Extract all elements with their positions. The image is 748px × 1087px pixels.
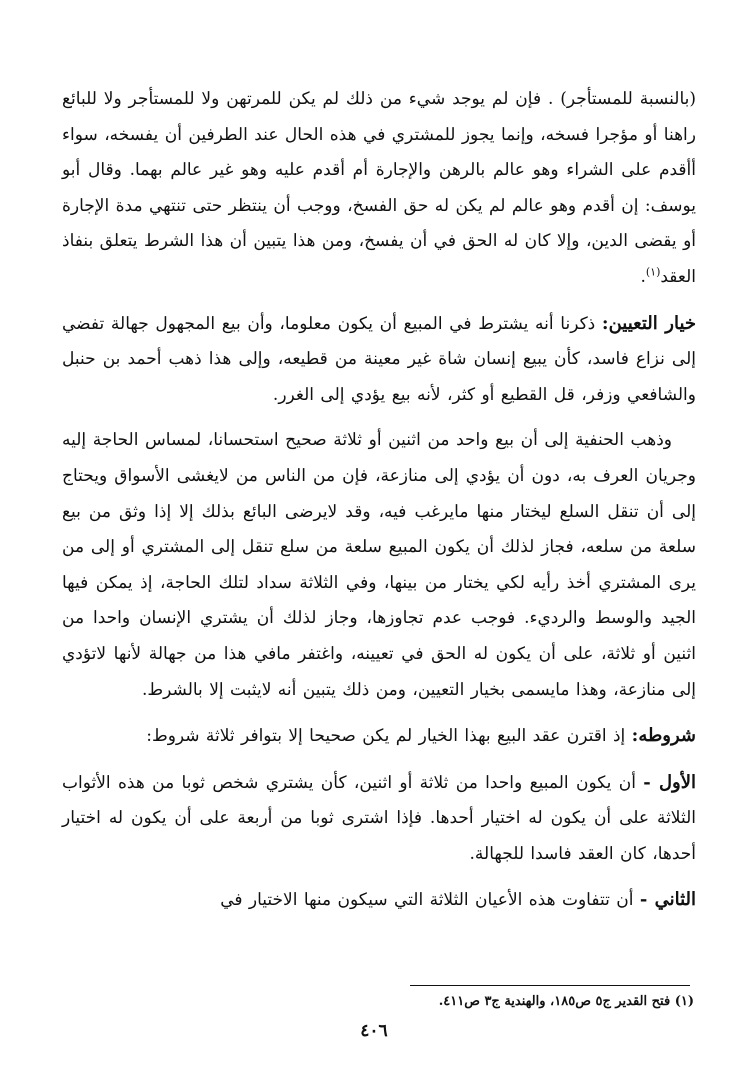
section-heading-conditions: شروطه:: [631, 725, 696, 747]
paragraph-text: أن تتفاوت هذه الأعيان الثلاثة التي سيكون منها الاختيار في: [220, 890, 640, 911]
paragraph-text: (بالنسبة للمستأجر) . فإن لم يوجد شيء من ذلك لم يكن للمرتهن ولا للمستأجر ولا للبائع راهنا أو مؤجرا فسخه، وإنما يجوز للمشتري في هذه الحال عند الطرفين أن يفسخه، سواء أأقدم على الشراء وهو عالم بالرهن والإجارة أم أقدم عليه وهو غير عالم بهما. وقال أبو يوسف: إن أقدم وهو عالم لم يكن له حق الفسخ، ووجب أن ينتظر حتى تنتهي مدة الإجارة أو يقضى الدين، وإلا كان له الحق في أن يفسخ، ومن هذا يتبين أن هذا الشرط يتعلق بنفاذ العقد: [62, 89, 696, 287]
footnote-reference: (١): [645, 265, 661, 279]
paragraph-khiyar-taayin: [62, 306, 696, 414]
paragraph-conditions: [62, 718, 696, 755]
paragraph-second-condition: [62, 882, 696, 919]
paragraph-text: وذهب الحنفية إلى أن بيع واحد من اثنين أو ثلاثة صحيح استحسانا، لمساس الحاجة إليه وجريان العرف به، دون أن يؤدي إلى منازعة، فإن من الناس من لايغشى الأسواق ويحتاج إلى أن تنقل السلع ليختار منها مايرغب فيه، وقد لايرضى البائع بذلك إلا إذا وثق من بيع سلعة من سلعه، فجاز لذلك أن يكون المبيع سلعة من سلع تنقل إلى المشتري أو إلى من يرى المشتري أخذ رأيه لكي يختار من بينها، وفي الثلاثة سداد لتلك الحاجة، إذ يمكن فيها الجيد والوسط والرديء. فوجب عدم تجاوزها، وجاز لذلك أن يشتري الإنسان واحدا من اثنين أو ثلاثة، على أن يكون له الحق في تعيينه، واغتفر مافي هذا من جهالة لأنها لاتؤدي إلى منازعة، وهذا مايسمى بخيار التعيين، ومن ذلك يتبين أنه لايثبت إلا بالشرط.: [62, 430, 696, 700]
section-heading-second: الثاني -: [639, 889, 696, 911]
footnote-divider: [410, 985, 690, 986]
paragraph-hanafi-view: [62, 423, 696, 708]
paragraph-first-condition: [62, 765, 696, 873]
section-heading-khiyar-taayin: خيار التعيين:: [601, 312, 697, 334]
paragraph-text: ذكرنا أنه يشترط في المبيع أن يكون معلوما، وأن بيع المجهول جهالة تفضي إلى نزاع فاسد، كأن يبيع إنسان شاة غير معينة من قطيعه، وإلى هذا ذهب أحمد بن حنبل والشافعي وزفر، قل القطيع أو كثر، لأنه بيع يؤدي إلى الغرر.: [62, 313, 696, 405]
paragraph-text: إذ اقترن عقد البيع بهذا الخيار لم يكن صحيحا إلا بتوافر ثلاثة شروط:: [146, 726, 632, 747]
paragraph-text: أن يكون المبيع واحدا من ثلاثة أو اثنين، كأن يشتري شخص ثوبا من هذه الأثواب الثلاثة على أن يكون له اختيار أحدها. فإذا اشترى ثوبا من أربعة على أن يكون له اختيار أحدها، كان العقد فاسدا للجهالة.: [62, 772, 696, 864]
page-number: ٤٠٦: [360, 1021, 388, 1041]
body-text: [62, 82, 696, 919]
footnote: (١) فتح القدير ج٥ ص١٨٥، والهندية ج٣ ص٤١١.: [438, 994, 694, 1009]
paragraph-rent-mortgage: (بالنسبة للمستأجر) . فإن لم يوجد شيء من ذلك لم يكن للمرتهن ولا للمستأجر ولا للبائع راهنا أو مؤجرا فسخه، وإنما يجوز للمشتري في هذه الحال عند الطرفين أن يفسخه، سواء أأقدم على الشراء وهو عالم بالرهن والإجارة أم أقدم عليه وهو غير عالم بهما. وقال أبو يوسف: إن أقدم وهو عالم لم يكن له حق الفسخ، ووجب أن ينتظر حتى تنتهي مدة الإجارة أو يقضى الدين، وإلا كان له الحق في أن يفسخ، ومن هذا يتبين أن هذا الشرط يتعلق بنفاذ العقد$^{(١)}$.: [62, 89, 696, 287]
section-heading-first: الأول -: [643, 771, 697, 793]
